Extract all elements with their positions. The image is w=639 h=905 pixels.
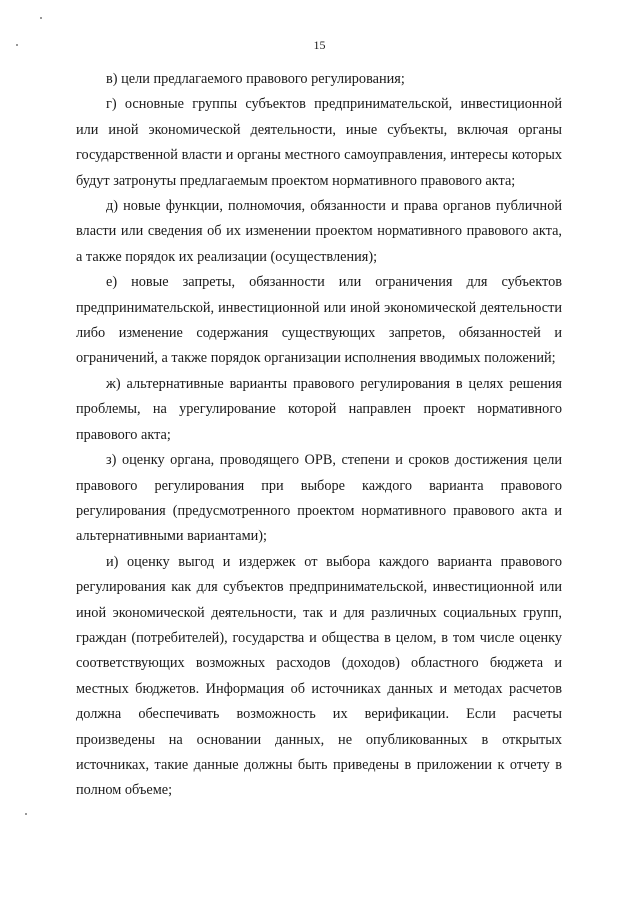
document-body [76,67,562,804]
page-number: 15 [313,38,326,52]
paragraph-i: и) оценку выгод и издержек от выбора каждого варианта правового регулирования как для субъектов предпринимательской, инвестиционной или иной экономической деятельности, так и для различных социальных групп, граждан (потребителей), государства и общества в целом, в том числе оценку соответствующих возможных расходов (доходов) областного бюджета и местных бюджетов. Информация об источниках данных и методах расчетов должна обеспечивать возможность их верификации. Если расчеты произведены на основании данных, не опубликованных в открытых источниках, такие данные должны быть приведены в приложении к отчету в полном объеме; [76,553,562,799]
scan-speck [40,17,42,19]
paragraph-g: г) основные группы субъектов предпринимательской, инвестиционной или иной экономической деятельности, иные субъекты, включая органы государственной власти и органы местного самоуправления, интересы которых будут затронуты предлагаемым проектом нормативного правового акта; [76,96,562,189]
paragraph-z: з) оценку органа, проводящего ОРВ, степени и сроков достижения цели правового регулирования при выборе каждого варианта правового регулирования (предусмотренного проектом нормативного правового акта и альтернативными вариантами); [76,452,562,545]
paragraph-e: е) новые запреты, обязанности или ограничения для субъектов предпринимательской, инвестиционной или иной экономической деятельности либо изменение содержания существующих запретов, обязанностей и ограничений, а также порядок организации исполнения вводимых положений; [76,274,562,367]
paragraph-zh: ж) альтернативные варианты правового регулирования в целях решения проблемы, на урегулирование которой направлен проект нормативного правового акта; [76,375,562,443]
scan-speck [25,813,27,815]
paragraph-d: д) новые функции, полномочия, обязанности и права органов публичной власти или сведения об их изменении проектом нормативного правового акта, а также порядок их реализации (осуществления); [76,198,562,265]
paragraph-v: в) цели предлагаемого правового регулирования; [106,71,405,87]
